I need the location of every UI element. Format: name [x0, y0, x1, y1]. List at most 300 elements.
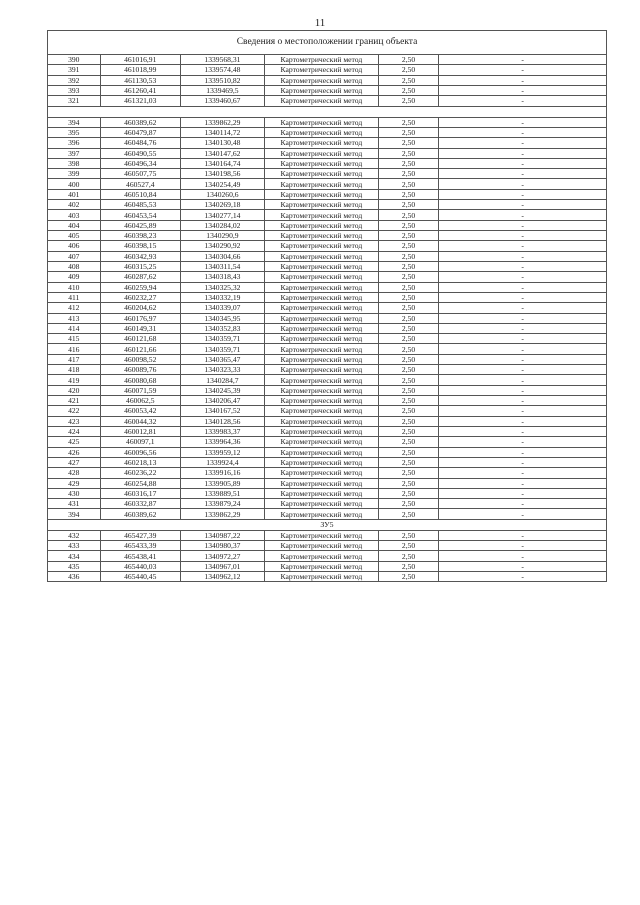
y-coordinate-cell: 1340114,72 [181, 127, 265, 137]
y-coordinate-cell: 1340967,01 [181, 561, 265, 571]
page-number: 11 [314, 17, 326, 29]
x-coordinate-cell: 460012,81 [100, 426, 180, 436]
point-number-cell: 404 [48, 220, 101, 230]
description-cell: - [439, 210, 607, 220]
method-cell: Картометрический метод [264, 169, 378, 179]
x-coordinate-cell: 465440,03 [100, 561, 180, 571]
description-cell: - [439, 406, 607, 416]
table-row [48, 127, 607, 137]
accuracy-cell: 2,50 [378, 396, 438, 406]
y-coordinate-cell: 1340323,33 [181, 365, 265, 375]
y-coordinate-cell: 1340359,71 [181, 344, 265, 354]
y-coordinate-cell: 1340311,54 [181, 261, 265, 271]
table-row [48, 323, 607, 333]
accuracy-cell: 2,50 [378, 457, 438, 467]
accuracy-cell: 2,50 [378, 344, 438, 354]
accuracy-cell: 2,50 [378, 282, 438, 292]
description-cell: - [439, 117, 607, 127]
point-number-cell: 390 [48, 55, 101, 65]
accuracy-cell: 2,50 [378, 241, 438, 251]
x-coordinate-cell: 460398,15 [100, 241, 180, 251]
accuracy-cell: 2,50 [378, 499, 438, 509]
description-cell: - [439, 138, 607, 148]
table-row [48, 375, 607, 385]
method-cell: Картометрический метод [264, 231, 378, 241]
method-cell: Картометрический метод [264, 138, 378, 148]
x-coordinate-cell: 460510,84 [100, 189, 180, 199]
table-row [48, 169, 607, 179]
table-row [48, 426, 607, 436]
table-row [48, 138, 607, 148]
description-cell: - [439, 158, 607, 168]
point-number-cell: 412 [48, 303, 101, 313]
table-row [48, 541, 607, 551]
method-cell: Картометрический метод [264, 447, 378, 457]
table-row [48, 158, 607, 168]
method-cell: Картометрический метод [264, 323, 378, 333]
point-number-cell: 431 [48, 499, 101, 509]
table-row [48, 220, 607, 230]
description-cell: - [439, 85, 607, 95]
x-coordinate-cell: 461018,99 [100, 65, 180, 75]
x-coordinate-cell: 465433,39 [100, 541, 180, 551]
description-cell: - [439, 75, 607, 85]
point-number-cell: 426 [48, 447, 101, 457]
y-coordinate-cell: 1339916,16 [181, 468, 265, 478]
x-coordinate-cell: 460398,23 [100, 231, 180, 241]
y-coordinate-cell: 1340167,52 [181, 406, 265, 416]
method-cell: Картометрический метод [264, 158, 378, 168]
y-coordinate-cell: 1339983,37 [181, 426, 265, 436]
method-cell: Картометрический метод [264, 261, 378, 271]
table-row [48, 354, 607, 364]
accuracy-cell: 2,50 [378, 447, 438, 457]
y-coordinate-cell: 1339964,36 [181, 437, 265, 447]
description-cell: - [439, 220, 607, 230]
x-coordinate-cell: 460149,31 [100, 323, 180, 333]
y-coordinate-cell: 1340332,19 [181, 292, 265, 302]
accuracy-cell: 2,50 [378, 365, 438, 375]
section-header-row [48, 519, 607, 530]
description-cell: - [439, 261, 607, 271]
method-cell: Картометрический метод [264, 272, 378, 282]
table-row [48, 231, 607, 241]
accuracy-cell: 2,50 [378, 65, 438, 75]
table-row [48, 313, 607, 323]
y-coordinate-cell: 1340972,27 [181, 551, 265, 561]
table-row [48, 261, 607, 271]
y-coordinate-cell: 1340365,47 [181, 354, 265, 364]
point-number-cell: 394 [48, 117, 101, 127]
method-cell: Картометрический метод [264, 127, 378, 137]
accuracy-cell: 2,50 [378, 561, 438, 571]
x-coordinate-cell: 460507,75 [100, 169, 180, 179]
accuracy-cell: 2,50 [378, 179, 438, 189]
method-cell: Картометрический метод [264, 509, 378, 519]
table-row [48, 344, 607, 354]
x-coordinate-cell: 461130,53 [100, 75, 180, 85]
accuracy-cell: 2,50 [378, 189, 438, 199]
x-coordinate-cell: 460236,22 [100, 468, 180, 478]
point-number-cell: 424 [48, 426, 101, 436]
x-coordinate-cell: 460254,88 [100, 478, 180, 488]
method-cell: Картометрический метод [264, 55, 378, 65]
y-coordinate-cell: 1340130,48 [181, 138, 265, 148]
point-number-cell: 434 [48, 551, 101, 561]
method-cell: Картометрический метод [264, 365, 378, 375]
description-cell: - [439, 437, 607, 447]
y-coordinate-cell: 1340325,32 [181, 282, 265, 292]
method-cell: Картометрический метод [264, 468, 378, 478]
accuracy-cell: 2,50 [378, 55, 438, 65]
x-coordinate-cell: 461260,41 [100, 85, 180, 95]
point-number-cell: 428 [48, 468, 101, 478]
method-cell: Картометрический метод [264, 551, 378, 561]
y-coordinate-cell: 1340254,49 [181, 179, 265, 189]
y-coordinate-cell: 1339879,24 [181, 499, 265, 509]
accuracy-cell: 2,50 [378, 292, 438, 302]
method-cell: Картометрический метод [264, 85, 378, 95]
point-number-cell: 413 [48, 313, 101, 323]
point-number-cell: 420 [48, 385, 101, 395]
point-number-cell: 396 [48, 138, 101, 148]
table-row [48, 189, 607, 199]
method-cell: Картометрический метод [264, 530, 378, 540]
accuracy-cell: 2,50 [378, 334, 438, 344]
description-cell: - [439, 499, 607, 509]
description-cell: - [439, 385, 607, 395]
table-row [48, 572, 607, 582]
x-coordinate-cell: 460121,68 [100, 334, 180, 344]
accuracy-cell: 2,50 [378, 251, 438, 261]
table-row [48, 292, 607, 302]
accuracy-cell: 2,50 [378, 127, 438, 137]
x-coordinate-cell: 460097,1 [100, 437, 180, 447]
x-coordinate-cell: 465440,45 [100, 572, 180, 582]
description-cell: - [439, 457, 607, 467]
y-coordinate-cell: 1340987,22 [181, 530, 265, 540]
description-cell: - [439, 396, 607, 406]
description-cell: - [439, 530, 607, 540]
table-row [48, 55, 607, 65]
description-cell: - [439, 572, 607, 582]
x-coordinate-cell: 460490,55 [100, 148, 180, 158]
method-cell: Картометрический метод [264, 426, 378, 436]
x-coordinate-cell: 460098,52 [100, 354, 180, 364]
accuracy-cell: 2,50 [378, 148, 438, 158]
x-coordinate-cell: 460089,76 [100, 365, 180, 375]
accuracy-cell: 2,50 [378, 231, 438, 241]
y-coordinate-cell: 1339905,89 [181, 478, 265, 488]
description-cell: - [439, 447, 607, 457]
y-coordinate-cell: 1339862,29 [181, 117, 265, 127]
accuracy-cell: 2,50 [378, 117, 438, 127]
y-coordinate-cell: 1340206,47 [181, 396, 265, 406]
x-coordinate-cell: 460485,53 [100, 200, 180, 210]
method-cell: Картометрический метод [264, 75, 378, 85]
table-row [48, 551, 607, 561]
y-coordinate-cell: 1340284,7 [181, 375, 265, 385]
point-number-cell: 391 [48, 65, 101, 75]
method-cell: Картометрический метод [264, 344, 378, 354]
method-cell: Картометрический метод [264, 251, 378, 261]
y-coordinate-cell: 1340290,9 [181, 231, 265, 241]
description-cell: - [439, 96, 607, 106]
method-cell: Картометрический метод [264, 282, 378, 292]
description-cell: - [439, 313, 607, 323]
y-coordinate-cell: 1339889,51 [181, 488, 265, 498]
x-coordinate-cell: 460096,56 [100, 447, 180, 457]
table-row [48, 478, 607, 488]
x-coordinate-cell: 465427,39 [100, 530, 180, 540]
accuracy-cell: 2,50 [378, 468, 438, 478]
y-coordinate-cell: 1340269,18 [181, 200, 265, 210]
accuracy-cell: 2,50 [378, 210, 438, 220]
method-cell: Картометрический метод [264, 416, 378, 426]
accuracy-cell: 2,50 [378, 96, 438, 106]
x-coordinate-cell: 460389,62 [100, 509, 180, 519]
point-number-cell: 415 [48, 334, 101, 344]
x-coordinate-cell: 461016,91 [100, 55, 180, 65]
accuracy-cell: 2,50 [378, 478, 438, 488]
table-row [48, 365, 607, 375]
x-coordinate-cell: 460121,66 [100, 344, 180, 354]
table-row [48, 457, 607, 467]
method-cell: Картометрический метод [264, 375, 378, 385]
x-coordinate-cell: 460080,68 [100, 375, 180, 385]
method-cell: Картометрический метод [264, 488, 378, 498]
description-cell: - [439, 416, 607, 426]
x-coordinate-cell: 460527,4 [100, 179, 180, 189]
point-number-cell: 394 [48, 509, 101, 519]
method-cell: Картометрический метод [264, 499, 378, 509]
point-number-cell: 402 [48, 200, 101, 210]
y-coordinate-cell: 1340962,12 [181, 572, 265, 582]
method-cell: Картометрический метод [264, 292, 378, 302]
table-body [48, 31, 607, 582]
accuracy-cell: 2,50 [378, 85, 438, 95]
accuracy-cell: 2,50 [378, 437, 438, 447]
y-coordinate-cell: 1340345,95 [181, 313, 265, 323]
accuracy-cell: 2,50 [378, 509, 438, 519]
method-cell: Картометрический метод [264, 561, 378, 571]
x-coordinate-cell: 460232,27 [100, 292, 180, 302]
description-cell: - [439, 541, 607, 551]
y-coordinate-cell: 1340352,83 [181, 323, 265, 333]
y-coordinate-cell: 1340164,74 [181, 158, 265, 168]
point-number-cell: 409 [48, 272, 101, 282]
table-row [48, 488, 607, 498]
point-number-cell: 419 [48, 375, 101, 385]
description-cell: - [439, 179, 607, 189]
y-coordinate-cell: 1340284,02 [181, 220, 265, 230]
y-coordinate-cell: 1339959,12 [181, 447, 265, 457]
point-number-cell: 417 [48, 354, 101, 364]
description-cell: - [439, 365, 607, 375]
description-cell: - [439, 354, 607, 364]
y-coordinate-cell: 1339510,82 [181, 75, 265, 85]
point-number-cell: 393 [48, 85, 101, 95]
point-number-cell: 405 [48, 231, 101, 241]
x-coordinate-cell: 460425,89 [100, 220, 180, 230]
point-number-cell: 408 [48, 261, 101, 271]
accuracy-cell: 2,50 [378, 313, 438, 323]
table-row [48, 179, 607, 189]
description-cell: - [439, 127, 607, 137]
x-coordinate-cell: 460342,93 [100, 251, 180, 261]
accuracy-cell: 2,50 [378, 272, 438, 282]
description-cell: - [439, 241, 607, 251]
table-row [48, 334, 607, 344]
accuracy-cell: 2,50 [378, 200, 438, 210]
method-cell: Картометрический метод [264, 189, 378, 199]
method-cell: Картометрический метод [264, 241, 378, 251]
method-cell: Картометрический метод [264, 148, 378, 158]
point-number-cell: 429 [48, 478, 101, 488]
accuracy-cell: 2,50 [378, 158, 438, 168]
x-coordinate-cell: 460176,97 [100, 313, 180, 323]
point-number-cell: 407 [48, 251, 101, 261]
y-coordinate-cell: 1340128,56 [181, 416, 265, 426]
table-row [48, 447, 607, 457]
description-cell: - [439, 272, 607, 282]
table-row [48, 117, 607, 127]
table-row [48, 241, 607, 251]
method-cell: Картометрический метод [264, 179, 378, 189]
table-row [48, 96, 607, 106]
point-number-cell: 400 [48, 179, 101, 189]
description-cell: - [439, 426, 607, 436]
description-cell: - [439, 488, 607, 498]
point-number-cell: 430 [48, 488, 101, 498]
description-cell: - [439, 375, 607, 385]
accuracy-cell: 2,50 [378, 385, 438, 395]
point-number-cell: 410 [48, 282, 101, 292]
description-cell: - [439, 189, 607, 199]
method-cell: Картометрический метод [264, 457, 378, 467]
description-cell: - [439, 148, 607, 158]
y-coordinate-cell: 1340198,56 [181, 169, 265, 179]
point-number-cell: 401 [48, 189, 101, 199]
point-number-cell: 411 [48, 292, 101, 302]
x-coordinate-cell: 460389,62 [100, 117, 180, 127]
point-number-cell: 423 [48, 416, 101, 426]
point-number-cell: 398 [48, 158, 101, 168]
x-coordinate-cell: 460332,87 [100, 499, 180, 509]
y-coordinate-cell: 1340980,37 [181, 541, 265, 551]
x-coordinate-cell: 460071,59 [100, 385, 180, 395]
description-cell: - [439, 509, 607, 519]
point-number-cell: 392 [48, 75, 101, 85]
x-coordinate-cell: 460259,94 [100, 282, 180, 292]
description-cell: - [439, 231, 607, 241]
point-number-cell: 418 [48, 365, 101, 375]
method-cell: Картометрический метод [264, 354, 378, 364]
accuracy-cell: 2,50 [378, 541, 438, 551]
description-cell: - [439, 200, 607, 210]
table-row [48, 530, 607, 540]
description-cell: - [439, 334, 607, 344]
accuracy-cell: 2,50 [378, 375, 438, 385]
x-coordinate-cell: 461321,03 [100, 96, 180, 106]
description-cell: - [439, 551, 607, 561]
x-coordinate-cell: 460053,42 [100, 406, 180, 416]
y-coordinate-cell: 1340245,39 [181, 385, 265, 395]
method-cell: Картометрический метод [264, 334, 378, 344]
y-coordinate-cell: 1339862,29 [181, 509, 265, 519]
description-cell: - [439, 478, 607, 488]
point-number-cell: 395 [48, 127, 101, 137]
x-coordinate-cell: 460315,25 [100, 261, 180, 271]
accuracy-cell: 2,50 [378, 551, 438, 561]
description-cell: - [439, 169, 607, 179]
y-coordinate-cell: 1340304,66 [181, 251, 265, 261]
table-row [48, 437, 607, 447]
method-cell: Картометрический метод [264, 478, 378, 488]
table-row [48, 251, 607, 261]
table-row [48, 282, 607, 292]
point-number-cell: 432 [48, 530, 101, 540]
description-cell: - [439, 323, 607, 333]
table-title: Сведения о местоположении границ объекта [48, 31, 607, 55]
point-number-cell: 397 [48, 148, 101, 158]
point-number-cell: 399 [48, 169, 101, 179]
separator-cell [48, 106, 607, 117]
y-coordinate-cell: 1340260,6 [181, 189, 265, 199]
method-cell: Картометрический метод [264, 96, 378, 106]
method-cell: Картометрический метод [264, 200, 378, 210]
description-cell: - [439, 65, 607, 75]
description-cell: - [439, 303, 607, 313]
method-cell: Картометрический метод [264, 303, 378, 313]
separator-row [48, 106, 607, 117]
x-coordinate-cell: 460062,5 [100, 396, 180, 406]
point-number-cell: 406 [48, 241, 101, 251]
section-label: ЗУ5 [48, 519, 607, 530]
y-coordinate-cell: 1340277,14 [181, 210, 265, 220]
y-coordinate-cell: 1339469,5 [181, 85, 265, 95]
method-cell: Картометрический метод [264, 406, 378, 416]
table-row [48, 499, 607, 509]
table-row [48, 509, 607, 519]
accuracy-cell: 2,50 [378, 488, 438, 498]
method-cell: Картометрический метод [264, 541, 378, 551]
accuracy-cell: 2,50 [378, 426, 438, 436]
y-coordinate-cell: 1340339,07 [181, 303, 265, 313]
table-row [48, 200, 607, 210]
y-coordinate-cell: 1339568,31 [181, 55, 265, 65]
accuracy-cell: 2,50 [378, 138, 438, 148]
method-cell: Картометрический метод [264, 437, 378, 447]
method-cell: Картометрический метод [264, 396, 378, 406]
accuracy-cell: 2,50 [378, 323, 438, 333]
table-row [48, 396, 607, 406]
point-number-cell: 427 [48, 457, 101, 467]
x-coordinate-cell: 460496,34 [100, 158, 180, 168]
accuracy-cell: 2,50 [378, 354, 438, 364]
description-cell: - [439, 55, 607, 65]
table-row [48, 468, 607, 478]
table-row [48, 561, 607, 571]
description-cell: - [439, 468, 607, 478]
table-row [48, 210, 607, 220]
table-row [48, 75, 607, 85]
point-number-cell: 433 [48, 541, 101, 551]
point-number-cell: 414 [48, 323, 101, 333]
boundary-coordinates-table [47, 30, 607, 582]
y-coordinate-cell: 1339574,48 [181, 65, 265, 75]
y-coordinate-cell: 1340359,71 [181, 334, 265, 344]
